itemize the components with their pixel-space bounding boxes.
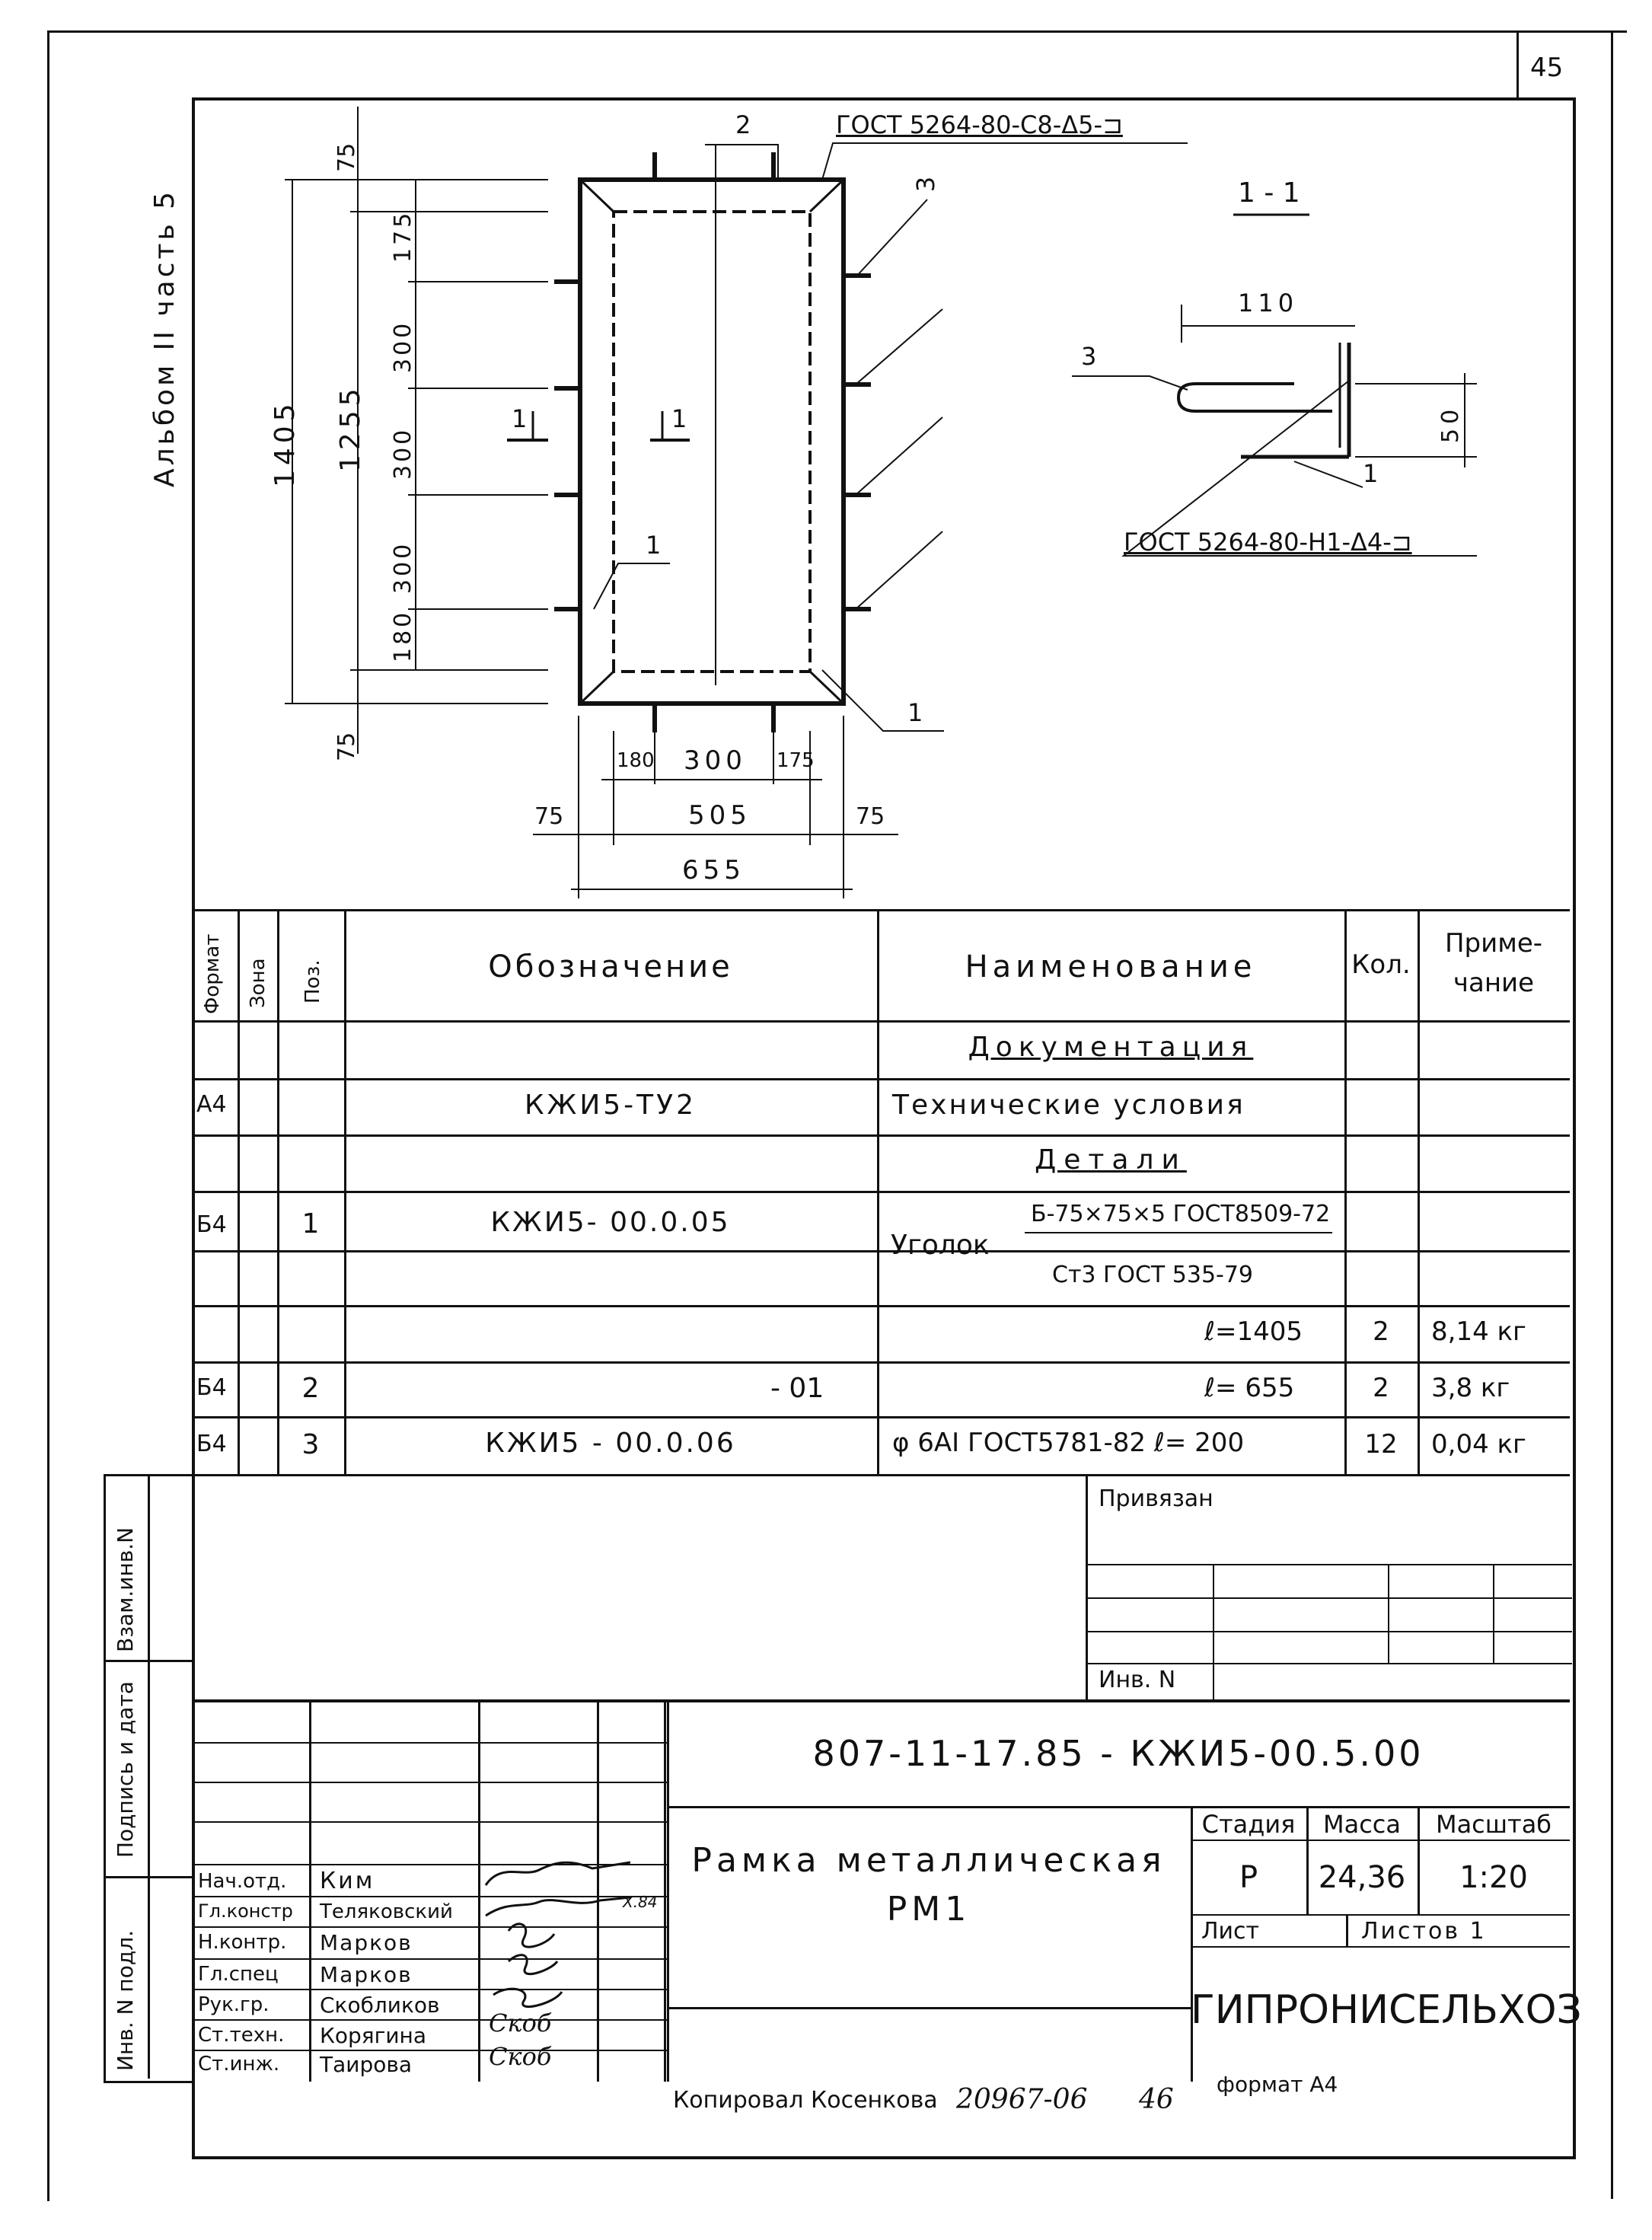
side-stamp-replace-inv: Взам.инв.N xyxy=(113,1527,138,1652)
row1-name: Технические условия xyxy=(892,1090,1245,1121)
callout-2: 2 xyxy=(735,110,751,139)
header-zone: Зона xyxy=(247,958,269,1008)
row3-format: Б4 xyxy=(196,1211,227,1238)
drawing-code: 807-11-17.85 - КЖИ5-00.5.00 xyxy=(812,1733,1424,1774)
header-name: Наименование xyxy=(965,949,1257,984)
frame-drawing xyxy=(0,0,1652,914)
section-callout-1: 1 xyxy=(1363,459,1379,488)
signer-name-5: Корягина xyxy=(320,2023,426,2048)
sheets-label: Листов 1 xyxy=(1361,1918,1487,1945)
row3-pos: 1 xyxy=(301,1208,320,1240)
footer-page: 46 xyxy=(1139,2084,1174,2115)
angle-fraction-line xyxy=(1025,1232,1332,1233)
header-note-2: чание xyxy=(1453,968,1535,998)
row6-format: Б4 xyxy=(196,1374,227,1401)
frame-outer xyxy=(580,180,844,704)
page-number: 45 xyxy=(1530,53,1564,83)
dim-bottom-175: 175 xyxy=(777,749,815,772)
header-pos: Поз. xyxy=(301,959,324,1004)
row7-format: Б4 xyxy=(196,1431,227,1457)
dim-left-175: 175 xyxy=(390,209,416,263)
row1-format: А4 xyxy=(196,1091,227,1118)
signer-role-6: Ст.инж. xyxy=(198,2053,280,2076)
dim-bottom-75-left: 75 xyxy=(534,803,564,830)
row5-note: 8,14 кг xyxy=(1431,1316,1526,1347)
stage-value: Р xyxy=(1239,1860,1258,1895)
dim-left-75-top: 75 xyxy=(333,142,360,172)
svg-text:Скоб: Скоб xyxy=(489,2042,552,2071)
section-documentation: Документация xyxy=(968,1032,1254,1063)
handwritten-signatures xyxy=(478,1855,668,2082)
dim-left-75-bottom: 75 xyxy=(333,732,360,761)
signer-name-3: Марков xyxy=(320,1962,413,1987)
signer-name-2: Марков xyxy=(320,1930,413,1955)
row6-name: ℓ= 655 xyxy=(1204,1373,1295,1403)
scale-value: 1:20 xyxy=(1459,1860,1528,1895)
dim-left-1255: 1255 xyxy=(335,384,366,472)
row5-name: ℓ=1405 xyxy=(1204,1316,1303,1347)
dim-bottom-300: 300 xyxy=(684,745,747,776)
dim-bottom-505: 505 xyxy=(688,800,751,831)
angle-top: Б-75×75×5 ГОСТ8509-72 xyxy=(1031,1201,1331,1227)
signer-name-0: Ким xyxy=(320,1868,375,1894)
title-block xyxy=(192,1699,1582,2082)
row6-note: 3,8 кг xyxy=(1431,1373,1510,1403)
sheet-label: Лист xyxy=(1201,1918,1260,1945)
binding-title: Привязан xyxy=(1099,1485,1213,1512)
signer-role-3: Гл.спец xyxy=(198,1963,279,1986)
row7-note: 0,04 кг xyxy=(1431,1429,1526,1460)
angle-bottom: Ст3 ГОСТ 535-79 xyxy=(1052,1262,1254,1288)
footer-copied: Копировал Косенкова xyxy=(673,2087,938,2114)
dim-left-180: 180 xyxy=(390,609,416,662)
signer-role-4: Рук.гр. xyxy=(198,1993,269,2016)
mass-label: Масса xyxy=(1322,1810,1401,1839)
weld-section-label: ГОСТ 5264-80-Н1-Δ4-⊐ xyxy=(1124,528,1412,557)
row5-qty: 2 xyxy=(1373,1316,1389,1347)
dim-bottom-75-right: 75 xyxy=(856,803,885,830)
row7-name: φ 6АI ГОСТ5781-82 ℓ= 200 xyxy=(892,1428,1245,1458)
header-format: Формат xyxy=(201,933,224,1014)
signature-date: X.84 xyxy=(623,1893,658,1911)
signer-role-0: Нач.отд. xyxy=(198,1870,287,1893)
signer-name-4: Скобликов xyxy=(320,1993,440,2018)
section-callout-3: 3 xyxy=(1081,342,1097,371)
organization: ГИПРОНИСЕЛЬХОЗ xyxy=(1191,1987,1582,2033)
footer-format: формат А4 xyxy=(1217,2072,1338,2097)
stage-label: Стадия xyxy=(1201,1810,1296,1839)
footer-number: 20967-06 xyxy=(956,2084,1088,2115)
product-name-1: Рамка металлическая xyxy=(691,1841,1166,1880)
section-dim-50: 50 xyxy=(1437,404,1464,443)
header-designation: Обозначение xyxy=(488,949,733,984)
signer-role-2: Н.контр. xyxy=(198,1931,287,1954)
row1-designation: КЖИ5-ТУ2 xyxy=(525,1090,697,1121)
signer-name-6: Таирова xyxy=(320,2052,413,2077)
cut-mark-left: 1 xyxy=(512,404,528,433)
header-qty: Кол. xyxy=(1351,949,1411,980)
callout-1-outer: 1 xyxy=(907,698,923,727)
callout-1-inner: 1 xyxy=(646,531,662,560)
product-name-2: РМ1 xyxy=(886,1890,971,1929)
frame-inner xyxy=(614,212,810,672)
scale-label: Масштаб xyxy=(1435,1810,1552,1839)
side-stamp-signature-date: Подпись и дата xyxy=(113,1681,138,1858)
signer-name-1: Теляковский xyxy=(320,1900,453,1923)
row7-pos: 3 xyxy=(301,1429,320,1460)
row3-designation: КЖИ5- 00.0.05 xyxy=(490,1207,731,1238)
section-mark: 1 - 1 xyxy=(1238,177,1300,209)
section-dim-110: 110 xyxy=(1238,289,1299,317)
dim-left-300-a: 300 xyxy=(390,320,416,373)
weld-top-label: ГОСТ 5264-80-С8-Δ5-⊐ xyxy=(836,110,1123,139)
angle-label: Уголок xyxy=(891,1230,990,1261)
binding-inv: Инв. N xyxy=(1099,1667,1176,1693)
dim-left-300-b: 300 xyxy=(390,426,416,480)
dim-bottom-180: 180 xyxy=(617,749,655,772)
svg-text:Скоб: Скоб xyxy=(489,2009,552,2037)
spec-table xyxy=(192,909,1570,1488)
dim-bottom-655: 655 xyxy=(682,855,745,885)
row7-qty: 12 xyxy=(1364,1429,1398,1460)
dim-left-1405: 1405 xyxy=(269,399,301,487)
signer-role-5: Ст.техн. xyxy=(198,2024,285,2047)
section-details: Детали xyxy=(1035,1144,1187,1176)
side-stamp-original-inv: Инв. N подл. xyxy=(113,1930,138,2071)
row6-qty: 2 xyxy=(1373,1373,1389,1403)
row7-designation: КЖИ5 - 00.0.06 xyxy=(485,1428,736,1459)
signer-role-1: Гл.констр xyxy=(198,1900,293,1922)
header-note-1: Приме- xyxy=(1444,928,1543,959)
cut-mark-right: 1 xyxy=(671,404,687,433)
binding-block xyxy=(1086,1474,1572,1699)
dim-left-300-c: 300 xyxy=(390,541,416,594)
mass-value: 24,36 xyxy=(1318,1860,1406,1895)
row6-designation: - 01 xyxy=(770,1373,824,1404)
row6-pos: 2 xyxy=(301,1373,320,1404)
album-label: Альбом II часть 5 xyxy=(149,188,180,487)
callout-3: 3 xyxy=(911,176,941,193)
